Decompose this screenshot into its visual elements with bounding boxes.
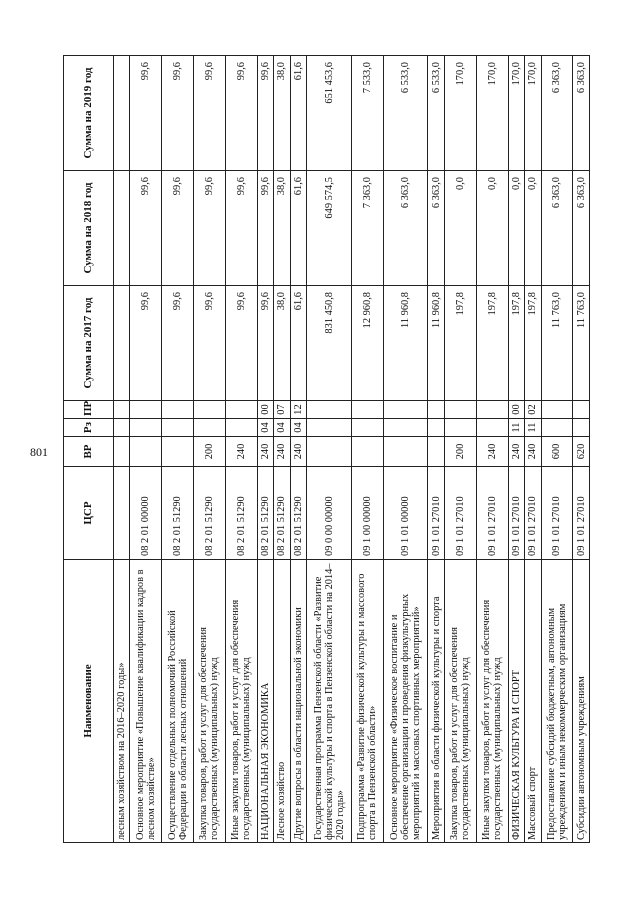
cell-sum-2019: 38,0 <box>274 56 290 171</box>
cell-sum-2019: 99,6 <box>130 56 162 171</box>
cell-name: Иные закупки товаров, работ и услуг для обеспечения государственных (муниципальных) нужд <box>225 560 257 843</box>
cell-name: лесным хозяйством на 2016–2020 годы» <box>114 560 130 843</box>
cell-rz <box>351 419 383 437</box>
cell-sum-2017: 38,0 <box>274 286 290 401</box>
table-row <box>307 56 352 843</box>
cell-csr: 09 1 01 00000 <box>383 467 428 560</box>
cell-vr: 240 <box>225 437 257 467</box>
cell-csr: 08 2 01 51290 <box>290 467 306 560</box>
cell-sum-2019: 99,6 <box>257 56 273 171</box>
cell-sum-2018: 0,0 <box>444 171 476 286</box>
cell-sum-2018: 0,0 <box>476 171 508 286</box>
cell-sum-2019: 6 363,0 <box>541 56 573 171</box>
cell-vr <box>428 437 444 467</box>
cell-sum-2019: 99,6 <box>225 56 257 171</box>
cell-sum-2018: 61,6 <box>290 171 306 286</box>
cell-csr: 08 2 01 00000 <box>130 467 162 560</box>
cell-csr: 09 1 01 27010 <box>428 467 444 560</box>
cell-pr: 00 <box>508 401 524 419</box>
cell-csr <box>114 467 130 560</box>
cell-name: Подпрограмма «Развитие физической культуры и массового спорта в Пензенской области» <box>351 560 383 843</box>
cell-sum-2018: 6 363,0 <box>428 171 444 286</box>
table-row <box>114 56 130 843</box>
cell-name: Основное мероприятие «Физическое воспитание и обеспечение организации и проведения физкультурных мероприятий и массовых спортивных мероприятий» <box>383 560 428 843</box>
cell-pr <box>162 401 194 419</box>
cell-rz <box>114 419 130 437</box>
header-sum-2017: Сумма на 2017 год <box>64 286 114 401</box>
cell-sum-2017: 99,6 <box>130 286 162 401</box>
table-row <box>444 56 476 843</box>
cell-vr: 200 <box>194 437 226 467</box>
cell-pr <box>351 401 383 419</box>
cell-sum-2019 <box>114 56 130 171</box>
cell-vr <box>307 437 352 467</box>
cell-vr: 240 <box>290 437 306 467</box>
cell-sum-2019: 170,0 <box>476 56 508 171</box>
cell-vr: 240 <box>257 437 273 467</box>
cell-sum-2018: 99,6 <box>162 171 194 286</box>
cell-sum-2018: 99,6 <box>257 171 273 286</box>
cell-sum-2017: 11 960,8 <box>428 286 444 401</box>
cell-sum-2019: 7 533,0 <box>351 56 383 171</box>
cell-pr <box>573 401 590 419</box>
cell-sum-2019: 99,6 <box>162 56 194 171</box>
cell-sum-2017: 11 763,0 <box>573 286 590 401</box>
table-row <box>476 56 508 843</box>
cell-vr <box>351 437 383 467</box>
cell-sum-2019: 6 533,0 <box>428 56 444 171</box>
header-sum-2019: Сумма на 2019 год <box>64 56 114 171</box>
header-vr: ВР <box>64 437 114 467</box>
cell-name: Субсидии автономным учреждениям <box>573 560 590 843</box>
budget-table <box>63 55 590 843</box>
cell-pr <box>541 401 573 419</box>
cell-name: Мероприятия в области физической культуры и спорта <box>428 560 444 843</box>
cell-sum-2018: 38,0 <box>274 171 290 286</box>
cell-pr <box>307 401 352 419</box>
cell-name: Основное мероприятие «Повышение квалификации кадров в лесном хозяйстве» <box>130 560 162 843</box>
table-row <box>351 56 383 843</box>
cell-sum-2017: 61,6 <box>290 286 306 401</box>
cell-sum-2017: 197,8 <box>444 286 476 401</box>
table-row <box>383 56 428 843</box>
table-row <box>274 56 290 843</box>
cell-sum-2019: 170,0 <box>508 56 524 171</box>
cell-name: Закупка товаров, работ и услуг для обеспечения государственных (муниципальных) нужд <box>194 560 226 843</box>
cell-name: Закупка товаров, работ и услуг для обеспечения государственных (муниципальных) нужд <box>444 560 476 843</box>
cell-vr: 600 <box>541 437 573 467</box>
cell-sum-2017: 99,6 <box>194 286 226 401</box>
cell-csr: 08 2 01 51290 <box>274 467 290 560</box>
cell-sum-2018: 99,6 <box>130 171 162 286</box>
cell-name: Лесное хозяйство <box>274 560 290 843</box>
cell-rz <box>541 419 573 437</box>
cell-sum-2019: 61,6 <box>290 56 306 171</box>
cell-name: Государственная программа Пензенской области «Развитие физической культуры и спорта в Пензенской области на 2014–2020 годы» <box>307 560 352 843</box>
cell-pr <box>383 401 428 419</box>
cell-csr: 09 1 01 27010 <box>541 467 573 560</box>
cell-rz: 11 <box>508 419 524 437</box>
cell-csr: 09 1 01 27010 <box>573 467 590 560</box>
cell-rz <box>225 419 257 437</box>
cell-sum-2019: 6 363,0 <box>573 56 590 171</box>
cell-vr: 240 <box>508 437 524 467</box>
cell-vr <box>383 437 428 467</box>
cell-pr <box>428 401 444 419</box>
cell-sum-2017: 197,8 <box>508 286 524 401</box>
cell-pr <box>225 401 257 419</box>
cell-name: Предоставление субсидий бюджетным, автономным учреждениям и иным некоммерческим организациям <box>541 560 573 843</box>
cell-sum-2019: 99,6 <box>194 56 226 171</box>
cell-sum-2018: 99,6 <box>225 171 257 286</box>
cell-vr: 200 <box>444 437 476 467</box>
table-header-row <box>64 56 114 843</box>
cell-pr <box>114 401 130 419</box>
cell-vr: 620 <box>573 437 590 467</box>
table-row <box>130 56 162 843</box>
header-sum-2018: Сумма на 2018 год <box>64 171 114 286</box>
cell-sum-2018: 7 363,0 <box>351 171 383 286</box>
cell-sum-2019: 651 453,6 <box>307 56 352 171</box>
cell-csr: 09 1 01 27010 <box>444 467 476 560</box>
cell-rz: 04 <box>290 419 306 437</box>
table-row <box>573 56 590 843</box>
cell-sum-2018: 6 363,0 <box>573 171 590 286</box>
cell-rz: 04 <box>257 419 273 437</box>
rotated-table-container <box>63 56 590 843</box>
cell-name: Другие вопросы в области национальной экономики <box>290 560 306 843</box>
table-row <box>508 56 524 843</box>
cell-sum-2018 <box>114 171 130 286</box>
cell-sum-2018: 649 574,5 <box>307 171 352 286</box>
cell-rz <box>428 419 444 437</box>
cell-sum-2017: 99,6 <box>225 286 257 401</box>
table-row <box>194 56 226 843</box>
cell-rz <box>130 419 162 437</box>
cell-csr: 08 2 01 51290 <box>162 467 194 560</box>
cell-sum-2017: 11 960,8 <box>383 286 428 401</box>
cell-csr: 09 1 01 27010 <box>476 467 508 560</box>
table-row <box>162 56 194 843</box>
cell-rz <box>194 419 226 437</box>
cell-csr: 08 2 01 51290 <box>257 467 273 560</box>
cell-sum-2017: 11 763,0 <box>541 286 573 401</box>
cell-sum-2018: 99,6 <box>194 171 226 286</box>
cell-sum-2018: 0,0 <box>525 171 541 286</box>
table-row <box>541 56 573 843</box>
cell-rz: 04 <box>274 419 290 437</box>
cell-sum-2018: 6 363,0 <box>541 171 573 286</box>
cell-pr <box>444 401 476 419</box>
header-rz: Рз <box>64 419 114 437</box>
cell-vr: 240 <box>274 437 290 467</box>
cell-name: Иные закупки товаров, работ и услуг для обеспечения государственных (муниципальных) нужд <box>476 560 508 843</box>
cell-sum-2019: 170,0 <box>444 56 476 171</box>
cell-vr: 240 <box>476 437 508 467</box>
cell-sum-2019: 6 533,0 <box>383 56 428 171</box>
cell-pr: 02 <box>525 401 541 419</box>
cell-name: НАЦИОНАЛЬНАЯ ЭКОНОМИКА <box>257 560 273 843</box>
cell-rz <box>383 419 428 437</box>
cell-sum-2018: 0,0 <box>508 171 524 286</box>
cell-pr: 07 <box>274 401 290 419</box>
cell-csr: 08 2 01 51290 <box>225 467 257 560</box>
cell-vr <box>114 437 130 467</box>
cell-sum-2019: 170,0 <box>525 56 541 171</box>
cell-vr <box>162 437 194 467</box>
cell-rz <box>307 419 352 437</box>
cell-sum-2017: 99,6 <box>162 286 194 401</box>
table-row <box>225 56 257 843</box>
cell-csr: 09 1 01 27010 <box>525 467 541 560</box>
cell-csr: 09 1 00 00000 <box>351 467 383 560</box>
cell-rz <box>476 419 508 437</box>
cell-sum-2017: 99,6 <box>257 286 273 401</box>
cell-vr <box>130 437 162 467</box>
cell-name: Массовый спорт <box>525 560 541 843</box>
cell-vr: 240 <box>525 437 541 467</box>
cell-sum-2017: 197,8 <box>476 286 508 401</box>
cell-pr <box>130 401 162 419</box>
cell-csr: 09 1 01 27010 <box>508 467 524 560</box>
cell-csr: 08 2 01 51290 <box>194 467 226 560</box>
cell-rz: 11 <box>525 419 541 437</box>
cell-name: ФИЗИЧЕСКАЯ КУЛЬТУРА И СПОРТ <box>508 560 524 843</box>
cell-sum-2018: 6 363,0 <box>383 171 428 286</box>
cell-rz <box>444 419 476 437</box>
table-row <box>290 56 306 843</box>
cell-sum-2017: 197,8 <box>525 286 541 401</box>
cell-sum-2017 <box>114 286 130 401</box>
header-pr: ПР <box>64 401 114 419</box>
header-csr: ЦСР <box>64 467 114 560</box>
table-row <box>257 56 273 843</box>
table-row <box>525 56 541 843</box>
cell-sum-2017: 12 960,8 <box>351 286 383 401</box>
cell-pr: 00 <box>257 401 273 419</box>
cell-pr: 12 <box>290 401 306 419</box>
page-number: 801 <box>30 445 48 459</box>
header-name: Наименование <box>64 560 114 843</box>
cell-pr <box>476 401 508 419</box>
table-row <box>428 56 444 843</box>
cell-pr <box>194 401 226 419</box>
cell-rz <box>162 419 194 437</box>
cell-csr: 09 0 00 00000 <box>307 467 352 560</box>
cell-name: Осуществление отдельных полномочий Российской Федерации в области лесных отношений <box>162 560 194 843</box>
cell-sum-2017: 831 450,8 <box>307 286 352 401</box>
cell-rz <box>573 419 590 437</box>
